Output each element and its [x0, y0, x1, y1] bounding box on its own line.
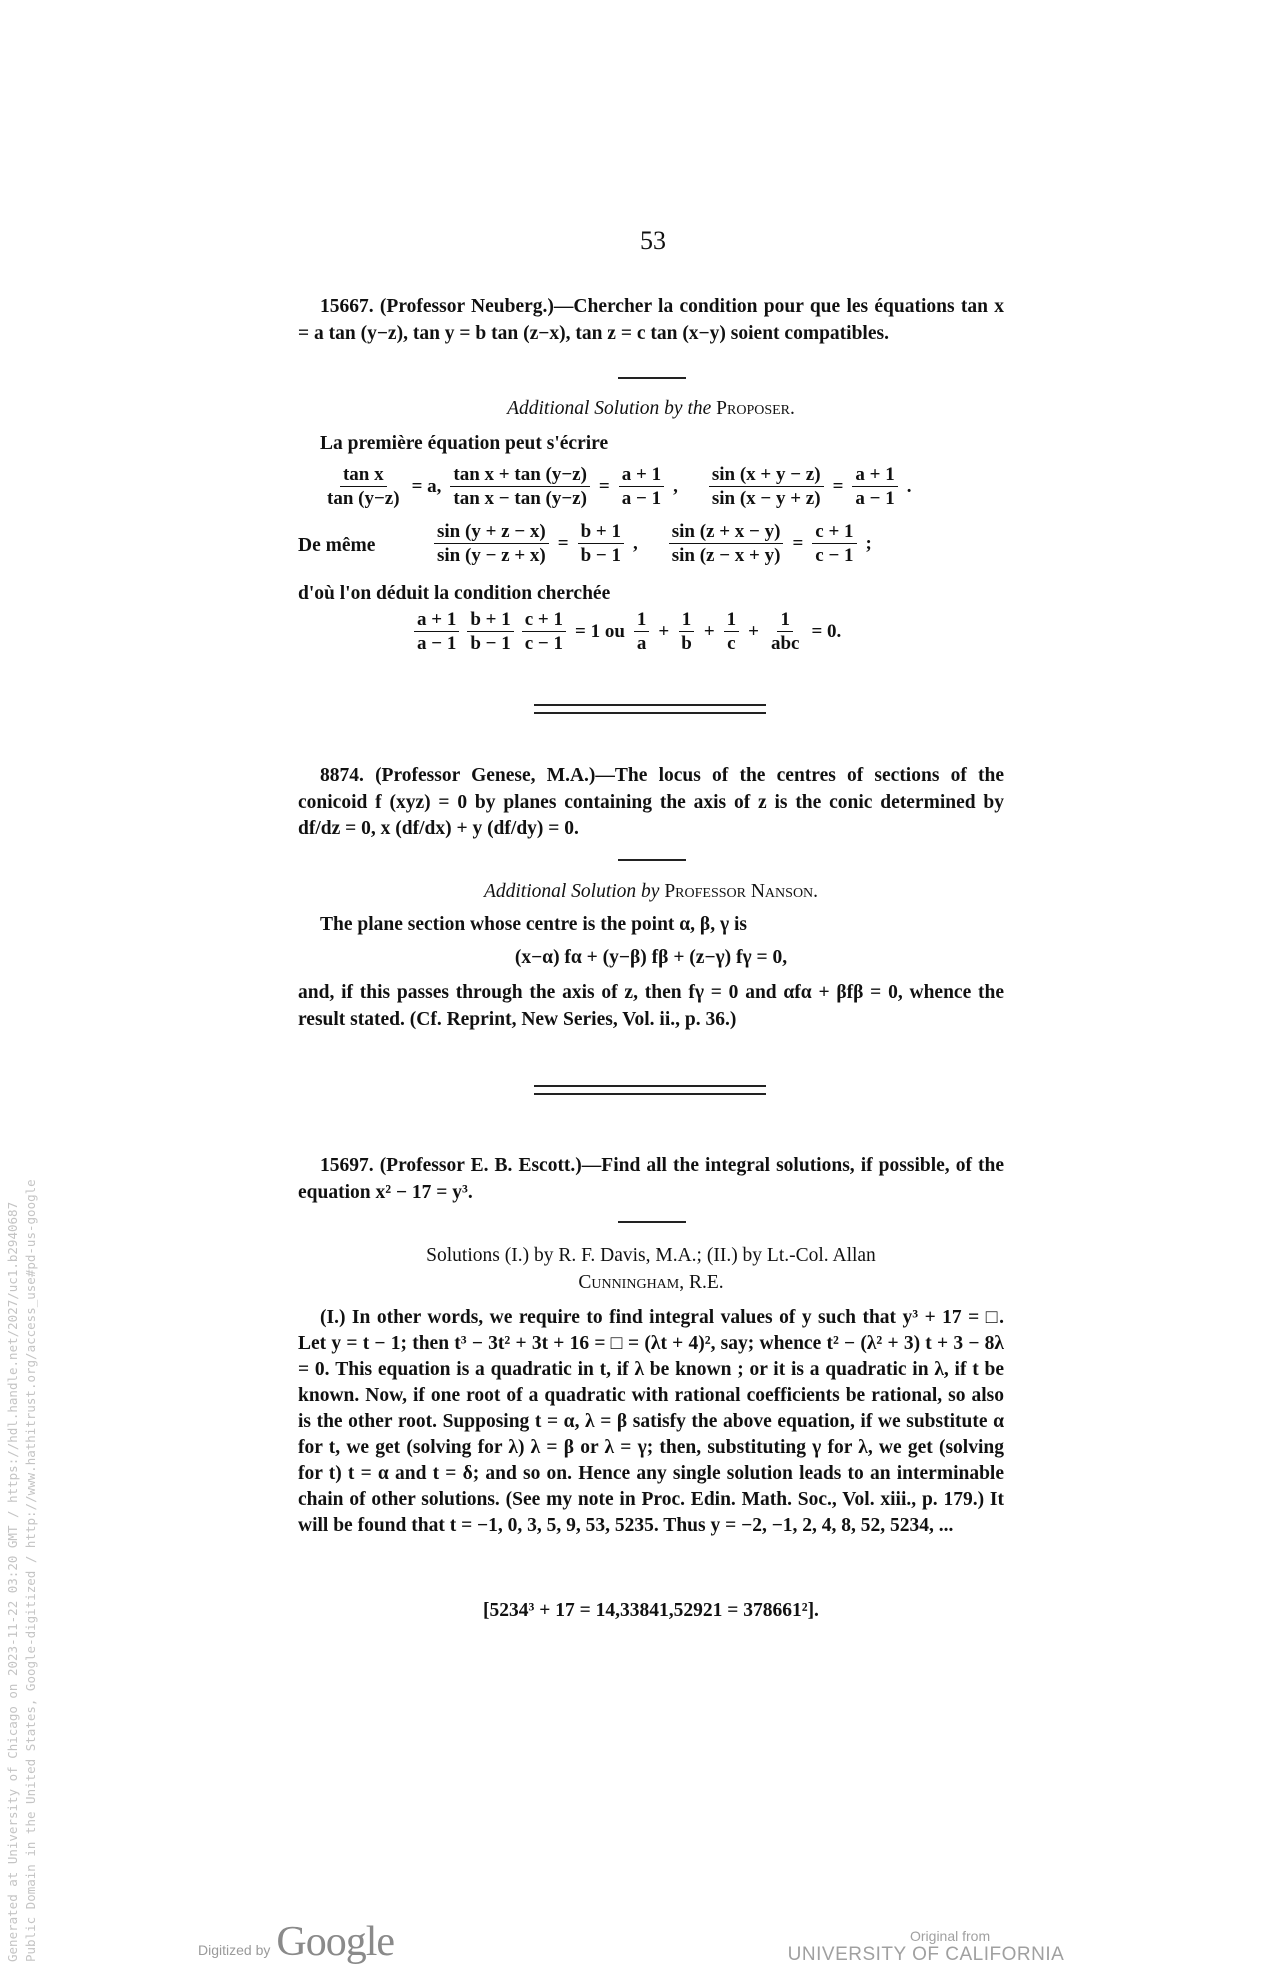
heading-name: Proposer.: [716, 398, 795, 419]
university-label: UNIVERSITY OF CALIFORNIA: [787, 1944, 1065, 1965]
numerator: 1: [634, 608, 650, 632]
denominator: b: [681, 633, 692, 654]
fraction: [324, 463, 403, 510]
divider: [618, 859, 686, 861]
watermark-line2: Public Domain in the United States, Google-digitized / http://www.hathitrust.org/access_use#pd-us-google: [23, 1179, 38, 1962]
fraction: [634, 608, 650, 655]
original-source: [770, 1928, 1082, 1966]
denominator: a − 1: [417, 633, 457, 654]
denominator: abc: [770, 633, 800, 654]
denominator: sin (x − y + z): [711, 488, 821, 509]
math-operator: +: [748, 620, 759, 642]
denominator: a − 1: [621, 488, 662, 509]
math-operator: .: [906, 475, 912, 497]
numerator: 1: [777, 608, 793, 632]
question-text: (Professor E. B. Escott.)—Find all the integral solutions, if possible, of the equation x² − 17 = y³.: [298, 1155, 1005, 1203]
equation: (x−α) fα + (y−β) fβ + (z−γ) fγ = 0,: [514, 947, 788, 968]
question-number: 15697.: [320, 1155, 374, 1176]
original-from-label: Original from: [910, 1928, 991, 1944]
equation-3: [410, 608, 846, 655]
de-meme-label: De même: [298, 535, 376, 556]
numerator: sin (z + x − y): [669, 520, 784, 544]
fraction: [467, 608, 513, 655]
fraction: [768, 608, 803, 655]
solution-line: and, if this passes through the axis of z, then fγ = 0 and αfα + βfβ = 0, whence the result stated. (Cf. Reprint, New Series, Vol. ii., p. 36.): [298, 982, 1004, 1030]
google-digitized-logo: [198, 1918, 394, 1966]
fraction: [669, 520, 784, 567]
math-operator: +: [703, 620, 715, 642]
math-operator: ,: [632, 532, 638, 554]
double-divider: [534, 1085, 766, 1095]
fraction: [522, 608, 566, 655]
fraction: [414, 608, 459, 655]
numerator: 1: [679, 608, 695, 632]
numerator: a + 1: [414, 608, 459, 632]
math-operator: =: [832, 475, 844, 497]
fraction: [434, 520, 549, 567]
solution-body: (I.) In other words, we require to find integral values of y such that y³ + 17 = □. Let y = t − 1; then t³ − 3t² + 3t + 16 = □ = (λt + 4)², say; whence t² − (λ² + 3) t + 3 − 8λ = 0. This equation is a quadratic in t, if λ be known ; or it is a quadratic in λ, if t be known. Now, if one root of a quadratic with rational coefficients be rational, so also is the other root. Supposing t = α, λ = β satisfy the above equation, if we substitute α for t, we get (solving for λ) λ = β or λ = γ; then, substituting γ for λ, we get (solving for t) t = α and t = δ; and so on. Hence any single solution leads to an interminable chain of other solutions. (See my note in Proc. Edin. Math. Soc., Vol. xiii., p. 179.) It will be found that t = −1, 0, 3, 5, 9, 53, 5235. Thus y = −2, −1, 2, 4, 8, 52, 5234, ...: [298, 1307, 1004, 1536]
heading-italic: Additional Solution by: [483, 881, 660, 902]
question-number: 8874.: [320, 765, 364, 786]
fraction: [578, 520, 624, 567]
math-operator: +: [658, 620, 670, 642]
fraction: [852, 463, 897, 510]
page-number: 53: [640, 226, 666, 255]
numerator: a + 1: [852, 463, 897, 487]
intro-line: La première équation peut s'écrire: [320, 433, 609, 454]
denominator: sin (y − z + x): [437, 545, 546, 566]
denominator: b − 1: [470, 633, 511, 654]
math-operator: ;: [865, 532, 872, 554]
math-operator: ,: [673, 475, 678, 497]
heading-name: Professor Nanson.: [664, 881, 819, 902]
solution-heading-line2: Cunningham, R.E.: [578, 1272, 724, 1293]
denominator: c − 1: [815, 545, 854, 566]
fraction: [678, 608, 695, 655]
divider: [618, 377, 686, 379]
numerator: sin (y + z − x): [434, 520, 549, 544]
fraction: [619, 463, 664, 510]
math-operator: =: [792, 532, 804, 554]
equation-1: [320, 463, 916, 510]
question-8874: [298, 763, 1004, 843]
math-operator: =: [557, 532, 569, 554]
denominator: c: [727, 633, 736, 654]
denominator: b − 1: [580, 545, 621, 566]
denominator: a: [636, 633, 647, 654]
denominator: tan x − tan (y−z): [453, 488, 587, 509]
fraction: [724, 608, 740, 655]
numerator: a + 1: [619, 463, 664, 487]
math-operator: = a,: [411, 475, 442, 497]
solution-heading: [298, 879, 1004, 906]
numerator: tan x: [340, 463, 387, 487]
denominator: a − 1: [855, 488, 895, 509]
heading-italic: Additional Solution by the: [507, 398, 712, 419]
fraction: [709, 463, 824, 510]
fraction: [450, 463, 590, 510]
numerator: c + 1: [522, 608, 566, 632]
double-divider: [534, 704, 766, 714]
numerator: c + 1: [812, 520, 856, 544]
numerator: b + 1: [578, 520, 624, 544]
numerator: sin (x + y − z): [709, 463, 824, 487]
digitized-by-label: Digitized by: [198, 1942, 271, 1958]
question-number: 15667.: [320, 296, 374, 317]
solution-heading-line1: Solutions (I.) by R. F. Davis, M.A.; (II.) by Lt.-Col. Allan: [426, 1245, 876, 1266]
numerator: tan x + tan (y−z): [450, 463, 590, 487]
numerator: 1: [724, 608, 740, 632]
math-operator: = 1 ou: [575, 620, 625, 642]
question-15697: [298, 1153, 1004, 1206]
google-logo: Google: [276, 1919, 395, 1965]
math-operator: =: [598, 475, 610, 497]
equation-2: [430, 520, 877, 567]
math-operator: = 0.: [811, 620, 842, 642]
denominator: sin (z − x + y): [671, 545, 781, 566]
question-15667: [298, 294, 1004, 347]
divider: [618, 1221, 686, 1223]
final-equation: [5234³ + 17 = 14,33841,52921 = 378661²].: [483, 1600, 819, 1621]
denominator: c − 1: [524, 633, 563, 654]
question-text: (Professor Neuberg.)—Chercher la condition pour que les équations tan x = a tan (y−z), tan y = b tan (z−x), tan z = c tan (x−y) soient compatibles.: [298, 296, 1005, 344]
numerator: b + 1: [467, 608, 513, 632]
solution-heading: [298, 396, 1004, 423]
deduction-line: d'où l'on déduit la condition cherchée: [298, 583, 611, 604]
question-text: (Professor Genese, M.A.)—The locus of the centres of sections of the conicoid f (xyz) = 0 by planes containing the axis of z is the conic determined by df/dz = 0, x (df/dx) + y (df/dy) = 0.: [298, 765, 1005, 839]
denominator: tan (y−z): [327, 488, 400, 509]
solution-line: The plane section whose centre is the point α, β, γ is: [320, 914, 747, 935]
fraction: [812, 520, 856, 567]
watermark-line1: Generated at University of Chicago on 2023-11-22 03:20 GMT / https://hdl.handle.net/2027/uc1.b2940687: [5, 1201, 20, 1962]
